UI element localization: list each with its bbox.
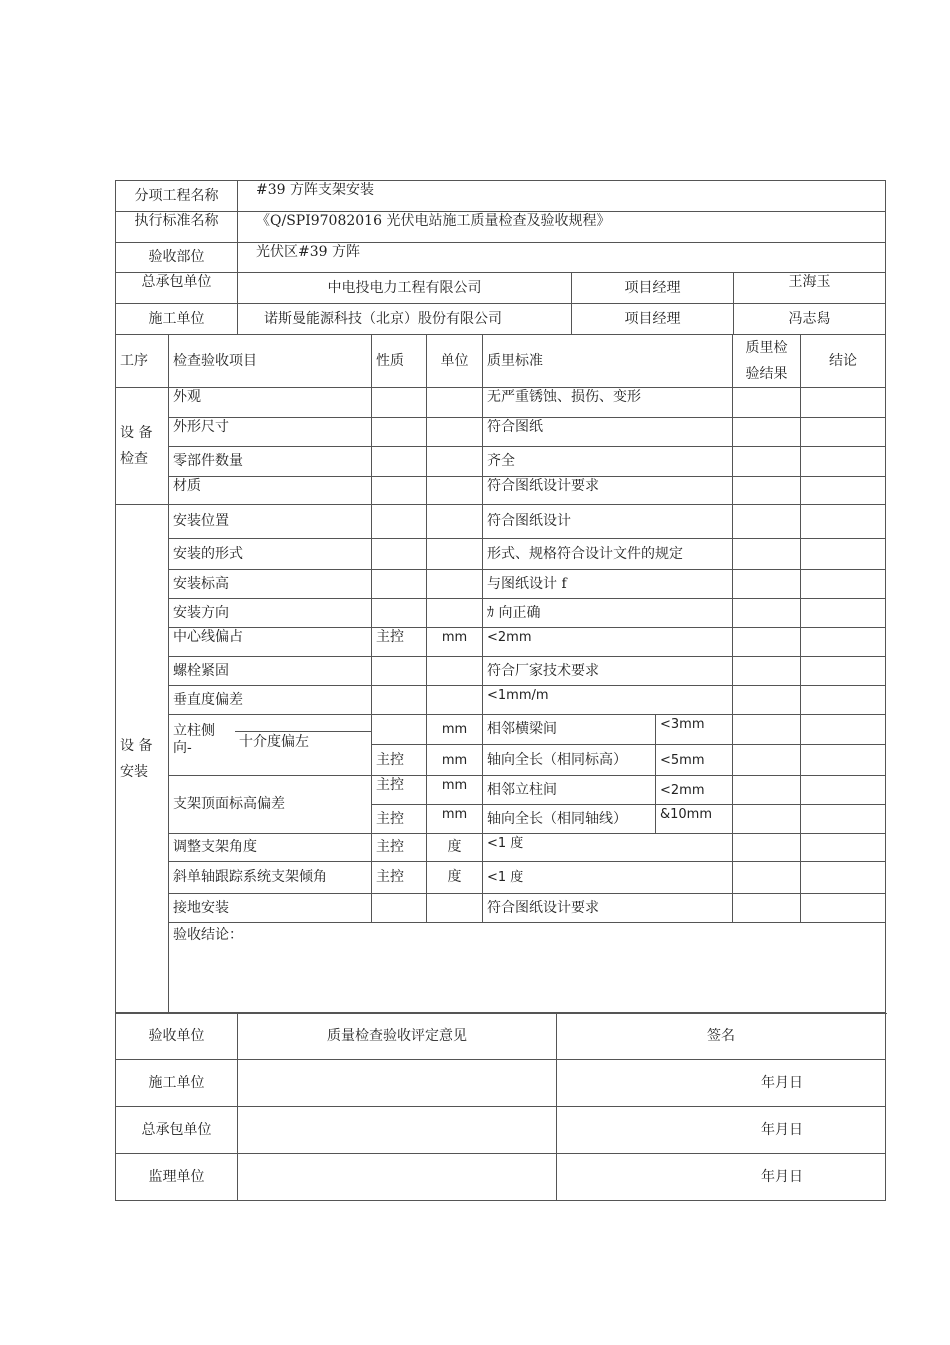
signoff-col-sign: 签名: [557, 1013, 886, 1060]
install-standard: <1 度: [483, 862, 733, 894]
builder-pm-label: 项目经理: [572, 304, 734, 335]
signoff-unit: 监理单位: [116, 1154, 238, 1201]
top-elev-sub2-value: &10mm: [656, 805, 733, 834]
install-item: 调整支架角度: [169, 834, 372, 862]
install-item: 接地安装: [169, 894, 372, 923]
col-unit: 单位: [427, 335, 483, 388]
top-elev-sub1-value: <2mm: [656, 776, 733, 805]
install-item: 安装方向: [169, 599, 372, 628]
check-item: 零部件数量: [169, 447, 372, 477]
col-standard: 质里标准: [483, 335, 733, 388]
gc-pm-value: 王海玉: [734, 273, 886, 304]
acceptance-conclusion: 验收结论：: [169, 923, 886, 1014]
builder-label: 施工单位: [116, 304, 238, 335]
col-process: 工序: [116, 335, 169, 388]
builder-value: 诺斯曼能源科技（北京）股份有限公司: [238, 304, 572, 335]
check-item: 材质: [169, 477, 372, 505]
signoff-opinion: [238, 1060, 557, 1107]
project-name-label: 分项工程名称: [116, 181, 238, 212]
location-label: 验收部位: [116, 243, 238, 273]
signoff-unit: 总承包单位: [116, 1107, 238, 1154]
install-item: 安装标高: [169, 570, 372, 599]
install-item: 垂直度偏差: [169, 686, 372, 715]
header-table: [115, 180, 886, 335]
top-elev-sub1-desc: 相邻立柱间: [483, 776, 656, 805]
col-nature: 性质: [372, 335, 427, 388]
project-name-value: #39 方阵支架安装: [238, 181, 886, 212]
column-deviation-item: 立柱侧 向- 十介度偏左: [169, 715, 372, 776]
column-dev-sub1-desc: 相邻横梁间: [483, 715, 656, 745]
standard-value: 《Q/SPI97082016 光伏电站施工质量检查及验收规程》: [238, 212, 886, 243]
column-dev-sub2-desc: 轴向全长（相同标高）: [483, 745, 656, 776]
install-item: 斜单轴跟踪系统支架倾角: [169, 862, 372, 894]
check-item: 外形尺寸: [169, 418, 372, 447]
signoff-opinion: [238, 1107, 557, 1154]
install-standard: 形式、规格符合设计文件的规定: [483, 539, 733, 570]
install-item: 螺栓紧固: [169, 657, 372, 686]
install-standard: 符合厂家技术要求: [483, 657, 733, 686]
builder-pm-value: 冯志舄: [734, 304, 886, 335]
check-item: 外观: [169, 388, 372, 418]
check-standard: 符合图纸设计要求: [483, 477, 733, 505]
col-item: 检查验收项目: [169, 335, 372, 388]
signoff-opinion: [238, 1154, 557, 1201]
signoff-date: 年月日: [557, 1107, 886, 1154]
location-value: 光伏区#39 方阵: [238, 243, 886, 273]
install-item: 安装位置: [169, 505, 372, 539]
signoff-table: [115, 1012, 886, 1201]
check-standard: 符合图纸: [483, 418, 733, 447]
install-item: 安装的形式: [169, 539, 372, 570]
col-conclusion: 结论: [801, 335, 886, 388]
standard-label: 执行标准名称: [116, 212, 238, 243]
column-dev-sub2-value: <5mm: [656, 745, 733, 776]
gc-value: 中电投电力工程有限公司: [238, 273, 572, 304]
install-standard: 符合图纸设计: [483, 505, 733, 539]
column-dev-sub1-value: <3mm: [656, 715, 733, 745]
signoff-unit: 施工单位: [116, 1060, 238, 1107]
top-elevation-item: 支架顶面标高偏差: [169, 776, 372, 834]
check-standard: 无严重锈蚀、损伤、变形: [483, 388, 733, 418]
col-result: 质里检 验结果: [733, 335, 801, 388]
equipment-install-label: 设 备 安装: [116, 505, 169, 1014]
signoff-date: 年月日: [557, 1154, 886, 1201]
install-standard: ｶ 向正确: [483, 599, 733, 628]
signoff-date: 年月日: [557, 1060, 886, 1107]
install-standard: 与图纸设计 f: [483, 570, 733, 599]
top-elev-sub2-desc: 轴向全长（相同轴线）: [483, 805, 656, 834]
signoff-col-opinion: 质量检查验收评定意见: [238, 1013, 557, 1060]
install-standard: <1 度: [483, 834, 733, 862]
gc-label: 总承包单位: [116, 273, 238, 304]
equipment-check-label: 设 备 检查: [116, 388, 169, 505]
inspection-table: 工序 检查验收项目 性质 单位 质里标准 质里检 验结果 结论 设 备 检查 外观 无严重锈蚀、损伤、变形 外形尺寸 符合图纸 零部件数量 齐全 材质 符合图纸设计要求 设 备 安装 安装位置 符合图纸设计 安装的形式 形式、规格符合设计文件的规定 安装标高 与图纸设计 f 安装方向 ｶ 向正确 中心线偏占 主控 mm <2mm 螺栓紧固 符合厂家技术要求 垂直度偏差 <1mm/m 立柱侧 向- 十介度偏左 mm 相邻横梁间 <3mm 主控 mm 轴向全长（相同标高） <5mm 支架顶面标高偏差 主控 mm 相邻立柱间 <2mm 主控 mm 轴向全长（相同轴线） &10mm 调整支架角度 主控 度 <1 度 斜单轴跟踪系统支架倾角 主控 度 <1 度 接地安装 符合图纸设计要求 验收结论：: [115, 334, 886, 1014]
install-standard: <1mm/m: [483, 686, 733, 715]
install-item: 中心线偏占: [169, 628, 372, 657]
install-standard: <2mm: [483, 628, 733, 657]
install-standard: 符合图纸设计要求: [483, 894, 733, 923]
signoff-col-unit: 验收单位: [116, 1013, 238, 1060]
check-standard: 齐全: [483, 447, 733, 477]
gc-pm-label: 项目经理: [572, 273, 734, 304]
